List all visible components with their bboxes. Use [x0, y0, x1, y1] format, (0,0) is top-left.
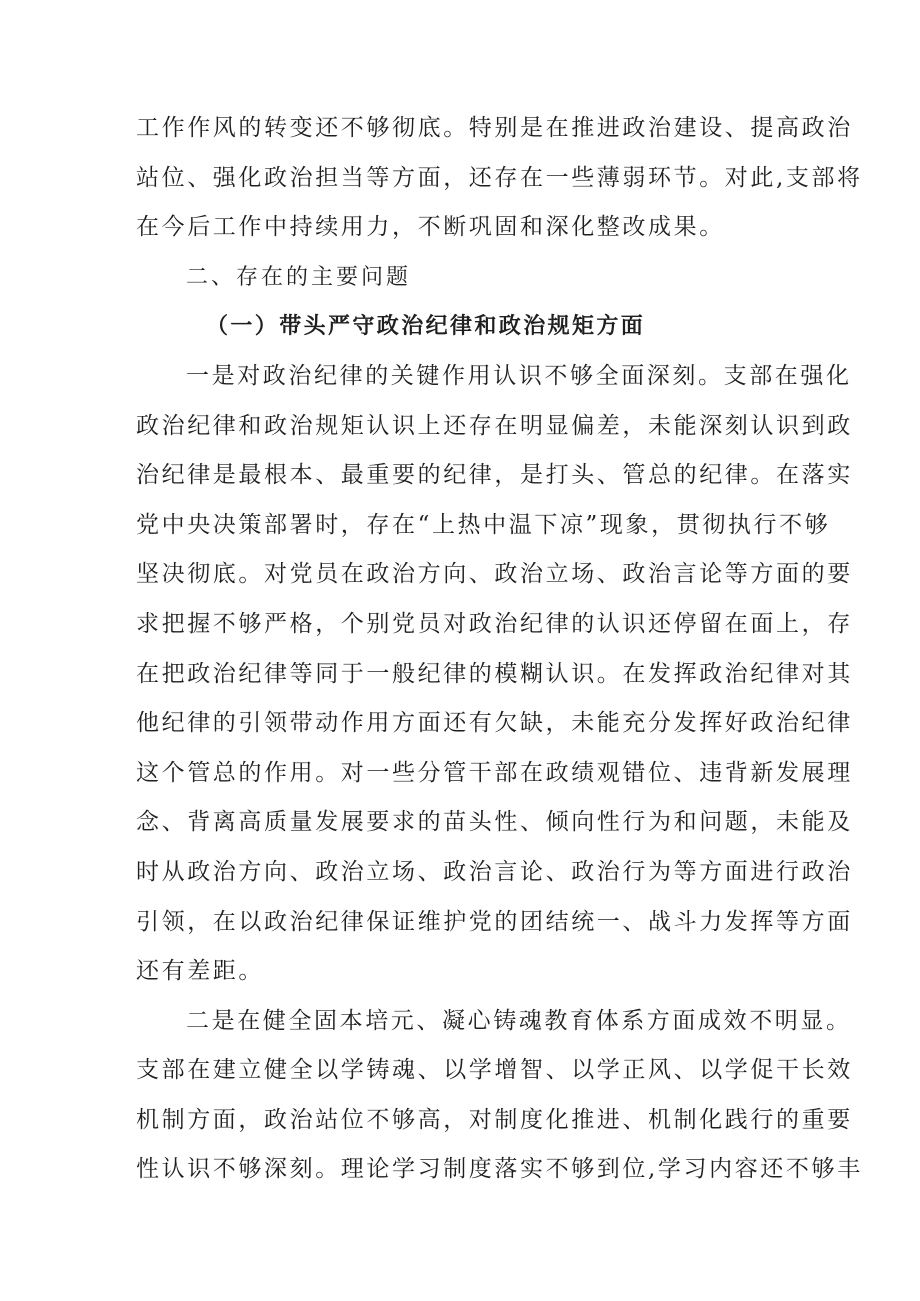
document-body: [136, 104, 863, 1195]
paragraph-1-line-3: 治纪律是最根本、最重要的纪律，是打头、管总的纪律。在落实: [136, 462, 853, 489]
paragraph-2-line-3: 机制方面，政治站位不够高，对制度化推进、机制化践行的重要: [136, 1106, 853, 1133]
body-line-2: 站位、强化政治担当等方面，还存在一些薄弱环节。对此,支部将: [136, 164, 863, 191]
paragraph-1-line-13: 还有差距。: [136, 958, 264, 985]
paragraph-1-line-12: 引领，在以政治纪律保证维护党的团结统一、战斗力发挥等方面: [136, 908, 853, 935]
paragraph-1-line-6: 求把握不够严格，个别党员对政治纪律的认识还停留在面上，存: [136, 610, 853, 637]
paragraph-1-line-10: 念、背离高质量发展要求的苗头性、倾向性行为和问题，未能及: [136, 809, 853, 836]
section-heading: 二、存在的主要问题: [186, 264, 412, 290]
paragraph-1-line-7: 在把政治纪律等同于一般纪律的模糊认识。在发挥政治纪律对其: [136, 660, 853, 687]
paragraph-2-line-2: 支部在建立健全以学铸魂、以学增智、以学正风、以学促干长效: [136, 1057, 853, 1084]
subsection-heading: （一）带头严守政治纪律和政治规矩方面: [206, 314, 646, 340]
paragraph-1-line-4: 党中央决策部署时，存在“上热中温下凉”现象，贯彻执行不够: [136, 511, 831, 538]
paragraph-2-line-4: 性认识不够深刻。理论学习制度落实不够到位,学习内容还不够丰: [136, 1156, 863, 1183]
body-line-1: 工作作风的转变还不够彻底。特别是在推进政治建设、提高政治: [136, 115, 853, 141]
paragraph-1-line-8: 他纪律的引领带动作用方面还有欠缺，未能充分发挥好政治纪律: [136, 710, 853, 737]
paragraph-1-line-11: 时从政治方向、政治立场、政治言论、政治行为等方面进行政治: [136, 858, 853, 885]
body-line-3: 在今后工作中持续用力，不断巩固和深化整改成果。: [136, 214, 725, 241]
paragraph-1-line-2: 政治纪律和政治规矩认识上还存在明显偏差，未能深刻认识到政: [136, 412, 853, 439]
paragraph-1-line-9: 这个管总的作用。对一些分管干部在政绩观错位、违背新发展理: [136, 759, 853, 786]
paragraph-1-line-1: 一是对政治纪律的关键作用认识不够全面深刻。支部在强化: [186, 362, 852, 389]
paragraph-1-line-5: 坚决彻底。对党员在政治方向、政治立场、政治言论等方面的要: [136, 561, 853, 588]
paragraph-2-line-1: 二是在健全固本培元、凝心铸魂教育体系方面成效不明显。: [186, 1007, 852, 1034]
